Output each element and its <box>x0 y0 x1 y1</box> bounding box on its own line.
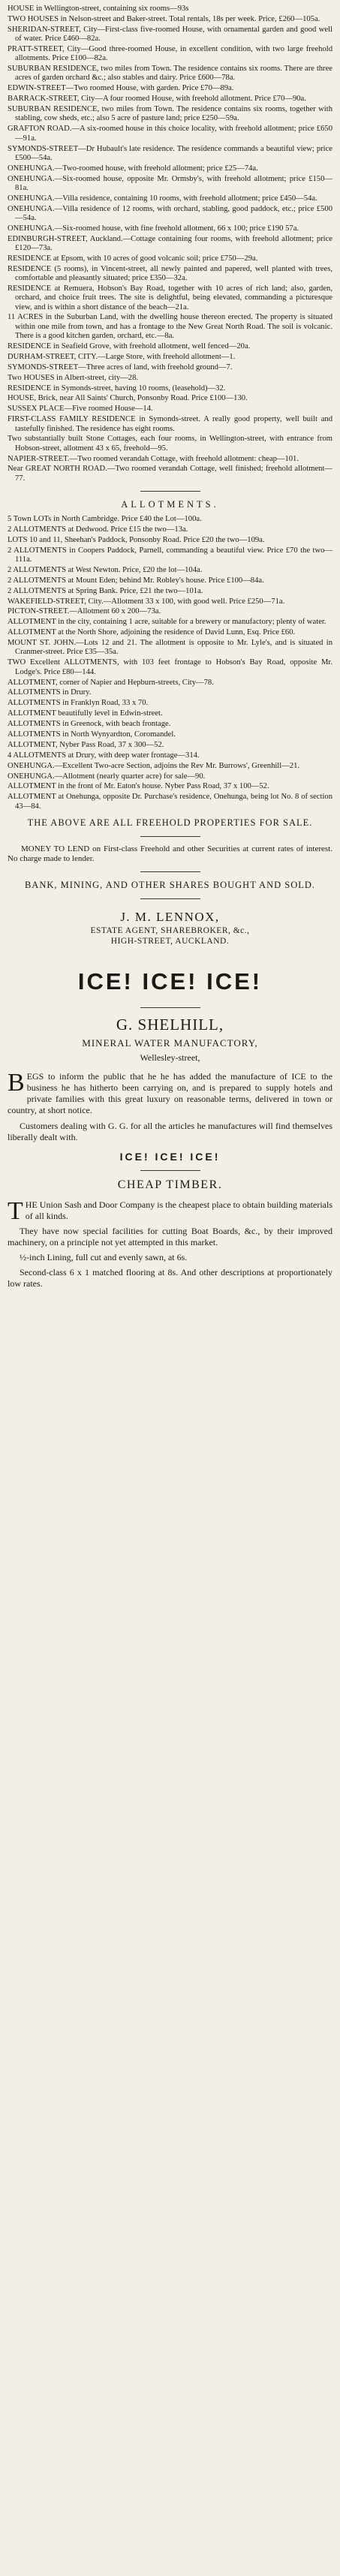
dropcap: T <box>8 1196 23 1225</box>
listing-item: RESIDENCE at Remuera, Hobson's Bay Road, together with 10 acres of rich land; also, garden, orchard, and choice fruit trees. The site is delightful, being elevated, commanding a picturesque view, and is within a short distance of the beach—21a. <box>8 284 332 311</box>
divider <box>140 898 200 899</box>
listing-item: SUSSEX PLACE—Five roomed House—14. <box>8 405 153 414</box>
divider <box>140 1170 200 1171</box>
listing-item: HOUSE in Wellington-street, containing six rooms—93s <box>8 5 189 13</box>
listing-item: BARRACK-STREET, City—A four roomed House, with freehold allotment. Price £70—90a. <box>8 95 306 104</box>
allotment-item: PICTON-STREET.—Allotment 60 x 200—73a. <box>8 607 161 616</box>
agent-name: J. M. LENNOX, <box>120 909 220 924</box>
allotment-item: TWO Excellent ALLOTMENTS, with 103 feet frontage to Hobson's Bay Road, opposite Mr. Lodge's. Price £80—144. <box>8 658 332 676</box>
listing-item: Two substantially built Stone Cottages, each four rooms, in Wellington-street, with entrance from Hobson-street, allotment 43 x 65, freehold—95. <box>8 435 332 453</box>
allotment-item: 2 ALLOTMENTS at Dedwood. Price £15 the two—13a. <box>8 525 188 534</box>
allotment-listings <box>8 515 332 811</box>
listing-item: SYMONDS-STREET—Dr Hubault's late residence. The residence commands a beautiful view; price £500—54a. <box>8 144 332 162</box>
allotment-item: 2 ALLOTMENTS in Coopers Paddock, Parnell, commanding a beautiful view. Price £70 the two—111a. <box>8 546 332 564</box>
listing-item: ONEHUNGA.—Six-roomed house, opposite Mr. Ormsby's, with freehold allotment; price £150—81a. <box>8 174 332 192</box>
listing-item: RESIDENCE in Symonds-street, having 10 rooms, (leasehold)—32. <box>8 384 226 393</box>
property-listings <box>8 5 332 483</box>
ice-body-first <box>8 1068 332 1116</box>
allotment-item: 5 Town LOTs in North Cambridge. Price £40 the Lot—100a. <box>8 515 202 524</box>
timber-body-text: HE Union Sash and Door Company is the cheapest place to obtain building materials of all kinds. <box>25 1199 332 1221</box>
allotment-item: MOUNT ST. JOHN.—Lots 12 and 21. The allotment is opposite to Mr. Lyle's, and is situated in Cranmer-street. Price £35—35a. <box>8 639 332 657</box>
bank-notice: BANK, MINING, AND OTHER SHARES BOUGHT AND SOLD. <box>24 879 316 890</box>
allotment-item: ALLOTMENTS in Drury. <box>8 688 92 697</box>
timber-body-third: ½-inch Lining, full cut and evenly sawn, at 6s. <box>20 1251 188 1262</box>
allotment-item: ALLOTMENTS in North Wynyardton, Coromandel. <box>8 730 176 739</box>
allotment-item: WAKEFIELD-STREET, City.—Allotment 33 x 100, with good well. Price £250—71a. <box>8 597 285 606</box>
listing-item: FIRST-CLASS FAMILY RESIDENCE in Symonds-street. A really good property, well built and tastefully finished. The residence has eight rooms. <box>8 415 332 433</box>
listing-item: TWO HOUSES in Nelson-street and Baker-street. Total rentals, 18s per week. Price, £260—105a. <box>8 14 320 23</box>
listing-item: ONEHUNGA.—Villa residence of 12 rooms, with orchard, stabling, good paddock, etc.; price £500—54a. <box>8 204 332 222</box>
timber-advertisement <box>8 1178 332 1290</box>
divider <box>140 871 200 872</box>
timber-heading: CHEAP TIMBER. <box>117 1178 223 1191</box>
allotments-heading: ALLOTMENTS. <box>121 499 219 510</box>
allotment-item: 4 ALLOTMENTS at Drury, with deep water frontage—314. <box>8 751 200 760</box>
ice-banner: ICE! ICE! ICE! <box>77 968 263 995</box>
ice-footer: ICE! ICE! ICE! <box>119 1150 221 1163</box>
allotment-item: ALLOTMENT in the city, containing 1 acre, suitable for a brewery or manufactory; plenty of water. <box>8 618 326 627</box>
ice-address: Wellesley-street, <box>140 1052 200 1063</box>
ice-advertisement <box>8 968 332 1163</box>
listing-item: ONEHUNGA.—Six-roomed house, with fine freehold allotment, 66 x 100; price £190 57a. <box>8 224 299 233</box>
listing-item: Two HOUSES in Albert-street, city—28. <box>8 373 139 382</box>
listing-item: 11 ACRES in the Suburban Land, with the dwelling house thereon erected. The property is situated within one mile from town, and has a frontage to the New Great North Road. The soil is volcanic. There is a good kitchen garden, orchard, etc.—8a. <box>8 313 332 341</box>
listing-item: ONEHUNGA.—Two-roomed house, with freehold allotment; price £25—74a. <box>8 164 258 173</box>
divider <box>140 491 200 492</box>
timber-body-second: They have now special facilities for cutting Boat Boards, &c., by their improved machinery, on a principle not yet attempted in this market. <box>8 1225 332 1247</box>
allotment-item: ONEHUNGA.—Excellent Two-acre Section, adjoins the Rev Mr. Burrows', Greenhill—21. <box>8 761 300 770</box>
listing-item: DURHAM-STREET, CITY.—Large Store, with freehold allotment—1. <box>8 352 236 361</box>
agent-block <box>8 910 332 946</box>
allotment-item: ALLOTMENT, corner of Napier and Hepburn-streets, City—78. <box>8 678 214 687</box>
allotment-item: ALLOTMENT beautifully level in Edwin-street. <box>8 709 163 718</box>
allotment-item: ALLOTMENT at the North Shore, adjoining the residence of David Lunn, Esq. Price £60. <box>8 628 296 637</box>
timber-body-fourth: Second-class 6 x 1 matched flooring at 8s. And other descriptions at proportionately low rates. <box>8 1266 332 1289</box>
allotment-item: 2 ALLOTMENTS at West Newton. Price, £20 the lot—104a. <box>8 565 203 574</box>
allotment-item: ALLOTMENT in the front of Mr. Eaton's house. Nyber Pass Road, 37 x 100—52. <box>8 782 269 791</box>
listing-item: NAPIER-STREET.—Two roomed verandah Cottage, with freehold allotment: cheap—101. <box>8 454 299 463</box>
listing-item: RESIDENCE (5 rooms), in Vincent-street, all newly painted and papered, well planted with trees, comfortable and pleasantly situated; price £350—32a. <box>8 264 332 283</box>
listing-item: SUBURBAN RESIDENCE, two miles from Town. The residence contains six rooms. There are three acres of garden orchard &c.; also stables and dairy. Price £600—78a. <box>8 65 332 83</box>
ice-body-text: EGS to inform the public that he he has added the manufacture of ICE to the business he has hitherto been carrying on, and is prepared to supply hotels and private families with this great luxury on reasonable terms, delivered in town or country, at short notice. <box>8 1070 332 1115</box>
allotment-item: LOTS 10 and 11, Sheehan's Paddock, Ponsonby Road. Price £20 the two—109a. <box>8 535 265 544</box>
listing-item: ONEHUNGA.—Villa residence, containing 10 rooms, with freehold allotment; price £450—54a. <box>8 194 317 203</box>
listing-item: RESIDENCE at Epsom, with 10 acres of good volcanic soil; price £750—29a. <box>8 254 258 263</box>
ice-body-second: Customers dealing with G. G. for all the articles he manufactures will find themselves liberally dealt with. <box>8 1120 332 1142</box>
listing-item: SYMONDS-STREET—Three acres of land, with freehold ground—7. <box>8 363 233 372</box>
money-notice: MONEY TO LEND on First-class Freehold and other Securities at current rates of interest. No charge made to lender. <box>8 844 332 863</box>
listing-item: GRAFTON ROAD.—A six-roomed house in this choice locality, with freehold allotment; price £650—91a. <box>8 125 332 143</box>
listing-item: SUBURBAN RESIDENCE, two miles from Town. The residence contains six rooms, together with stabling, cow sheds, etc.; also 5 acre of pasture land; price £250—59a. <box>8 105 332 123</box>
allotment-item: 2 ALLOTMENTS at Mount Eden; behind Mr. Robley's house. Price £100—84a. <box>8 576 264 585</box>
allotment-item: 2 ALLOTMENTS at Spring Bank. Price, £21 the two—101a. <box>8 586 203 595</box>
allotment-item: ALLOTMENT, Nyber Pass Road, 37 x 300—52. <box>8 740 164 749</box>
allotment-item: ALLOTMENTS in Greenock, with beach frontage. <box>8 720 171 729</box>
listing-item: RESIDENCE in Seafield Grove, with freehold allotment, well fenced—20a. <box>8 342 251 351</box>
timber-body-first <box>8 1196 332 1225</box>
listing-item: EDINBURGH-STREET, Auckland.—Cottage containing four rooms, with freehold allotment; price £120—73a. <box>8 234 332 253</box>
agent-address: HIGH-STREET, AUCKLAND. <box>110 936 230 946</box>
divider <box>140 836 200 837</box>
allotment-item: ONEHUNGA.—Allotment (nearly quarter acre) for sale—90. <box>8 772 206 781</box>
freehold-notice: THE ABOVE ARE ALL FREEHOLD PROPERTIES FOR SALE. <box>27 817 313 828</box>
agent-title: ESTATE AGENT, SHAREBROKER, &c., <box>90 925 250 935</box>
listing-item: HOUSE, Brick, near All Saints' Church, Ponsonby Road. Price £100—130. <box>8 394 248 403</box>
dropcap: B <box>8 1068 25 1097</box>
allotment-item: ALLOTMENT at Onehunga, opposite Dr. Purchase's residence, Onehunga, being lot No. 8 of section 43—84. <box>8 793 332 811</box>
allotment-item: ALLOTMENTS in Franklyn Road, 33 x 70. <box>8 699 149 708</box>
ice-business: MINERAL WATER MANUFACTORY, <box>82 1037 258 1049</box>
listing-item: PRATT-STREET, City—Good three-roomed House, in excellent condition, with two large freehold allotments. Price £100—82a. <box>8 44 332 63</box>
divider <box>140 1007 200 1008</box>
listing-item: SHERIDAN-STREET, City—First-class five-roomed House, with ornamental garden and good well of water. Price £460—82a. <box>8 25 332 44</box>
ice-proprietor: G. SHELHILL, <box>116 1015 224 1034</box>
listing-item: Near GREAT NORTH ROAD.—Two roomed verandah Cottage, well finished; freehold allotment—77. <box>8 465 332 483</box>
advertisement-page <box>8 0 332 1304</box>
listing-item: EDWIN-STREET—Two roomed House, with garden. Price £70—89a. <box>8 84 234 93</box>
